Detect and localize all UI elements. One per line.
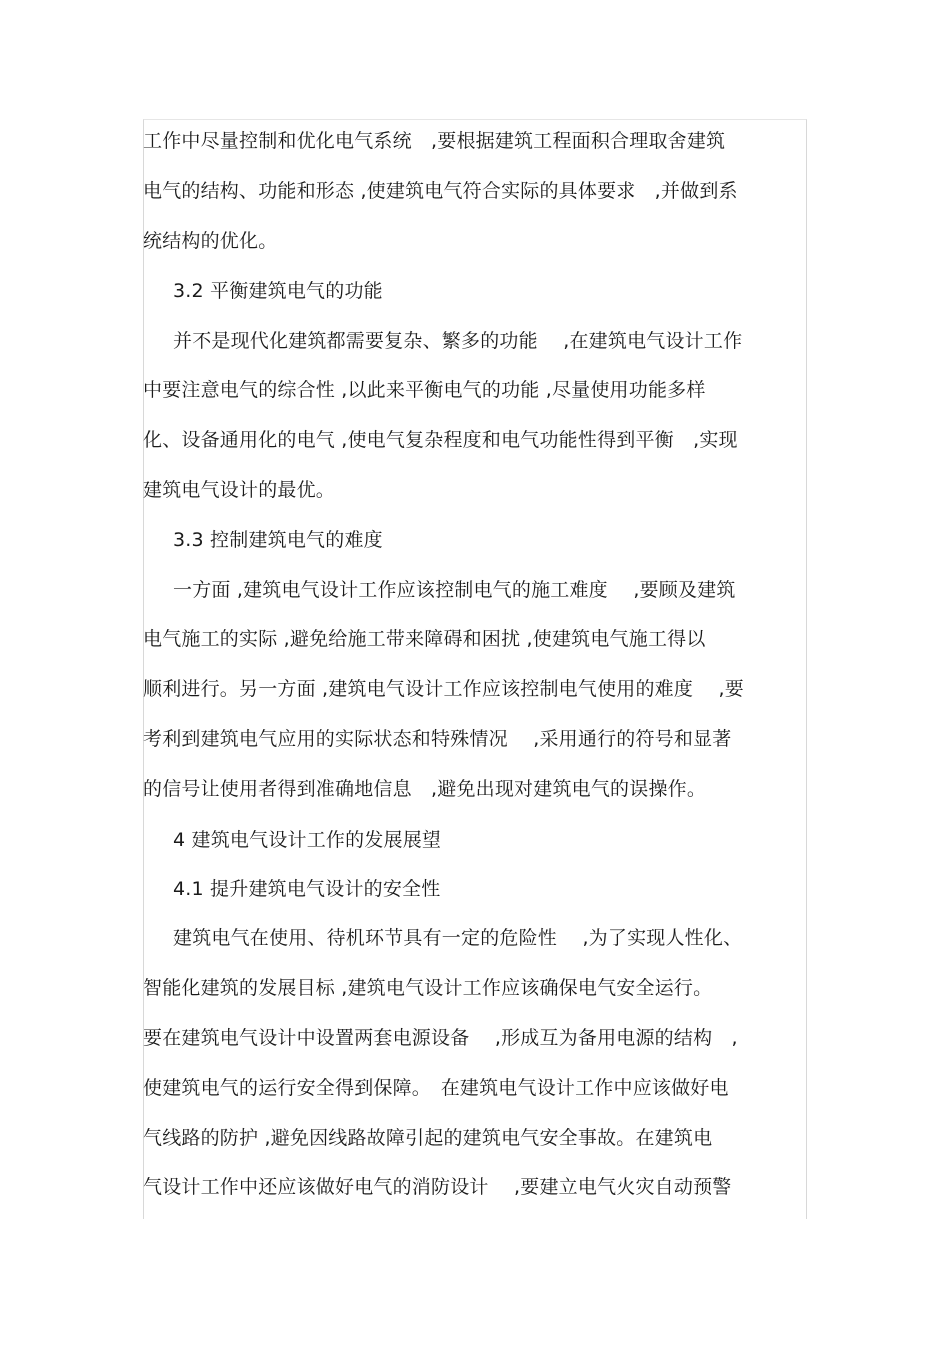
text-line: 电气的结构、功能和形态 ,使建筑电气符合实际的具体要求 ,并做到系 <box>143 180 738 202</box>
text-line: 工作中尽量控制和优化电气系统 ,要根据建筑工程面积合理取舍建筑 <box>143 130 726 152</box>
text-line: 智能化建筑的发展目标 ,建筑电气设计工作应该确保电气安全运行。 <box>143 977 713 999</box>
section-heading-3-2: 3.2 平衡建筑电气的功能 <box>173 280 383 302</box>
text-line: 一方面 ,建筑电气设计工作应该控制电气的施工难度 ,要顾及建筑 <box>173 579 736 601</box>
section-heading-4-1: 4.1 提升建筑电气设计的安全性 <box>173 878 441 900</box>
text-line: 顺利进行。另一方面 ,建筑电气设计工作应该控制电气使用的难度 ,要 <box>143 678 744 700</box>
text-line: 建筑电气设计的最优。 <box>143 479 336 501</box>
text-line: 气线路的防护 ,避免因线路故障引起的建筑电气安全事故。在建筑电 <box>143 1127 713 1149</box>
text-line: 考利到建筑电气应用的实际状态和特殊情况 ,采用通行的符号和显著 <box>143 728 732 750</box>
text-line: 的信号让使用者得到准确地信息 ,避免出现对建筑电气的误操作。 <box>143 778 707 800</box>
section-heading-4: 4 建筑电气设计工作的发展展望 <box>173 829 442 851</box>
text-line: 使建筑电气的运行安全得到保障。 在建筑电气设计工作中应该做好电 <box>143 1077 729 1099</box>
section-heading-3-3: 3.3 控制建筑电气的难度 <box>173 529 383 551</box>
text-line: 中要注意电气的综合性 ,以此来平衡电气的功能 ,尽量使用功能多样 <box>143 379 706 401</box>
text-line: 电气施工的实际 ,避免给施工带来障碍和困扰 ,使建筑电气施工得以 <box>143 628 706 650</box>
text-line: 建筑电气在使用、待机环节具有一定的危险性 ,为了实现人性化、 <box>173 927 743 949</box>
text-line: 气设计工作中还应该做好电气的消防设计 ,要建立电气火灾自动预警 <box>143 1176 732 1198</box>
text-line: 化、设备通用化的电气 ,使电气复杂程度和电气功能性得到平衡 ,实现 <box>143 429 738 451</box>
text-line: 要在建筑电气设计中设置两套电源设备 ,形成互为备用电源的结构 , <box>143 1027 738 1049</box>
text-line: 并不是现代化建筑都需要复杂、繁多的功能 ,在建筑电气设计工作 <box>173 330 743 352</box>
text-line: 统结构的优化。 <box>143 230 278 252</box>
